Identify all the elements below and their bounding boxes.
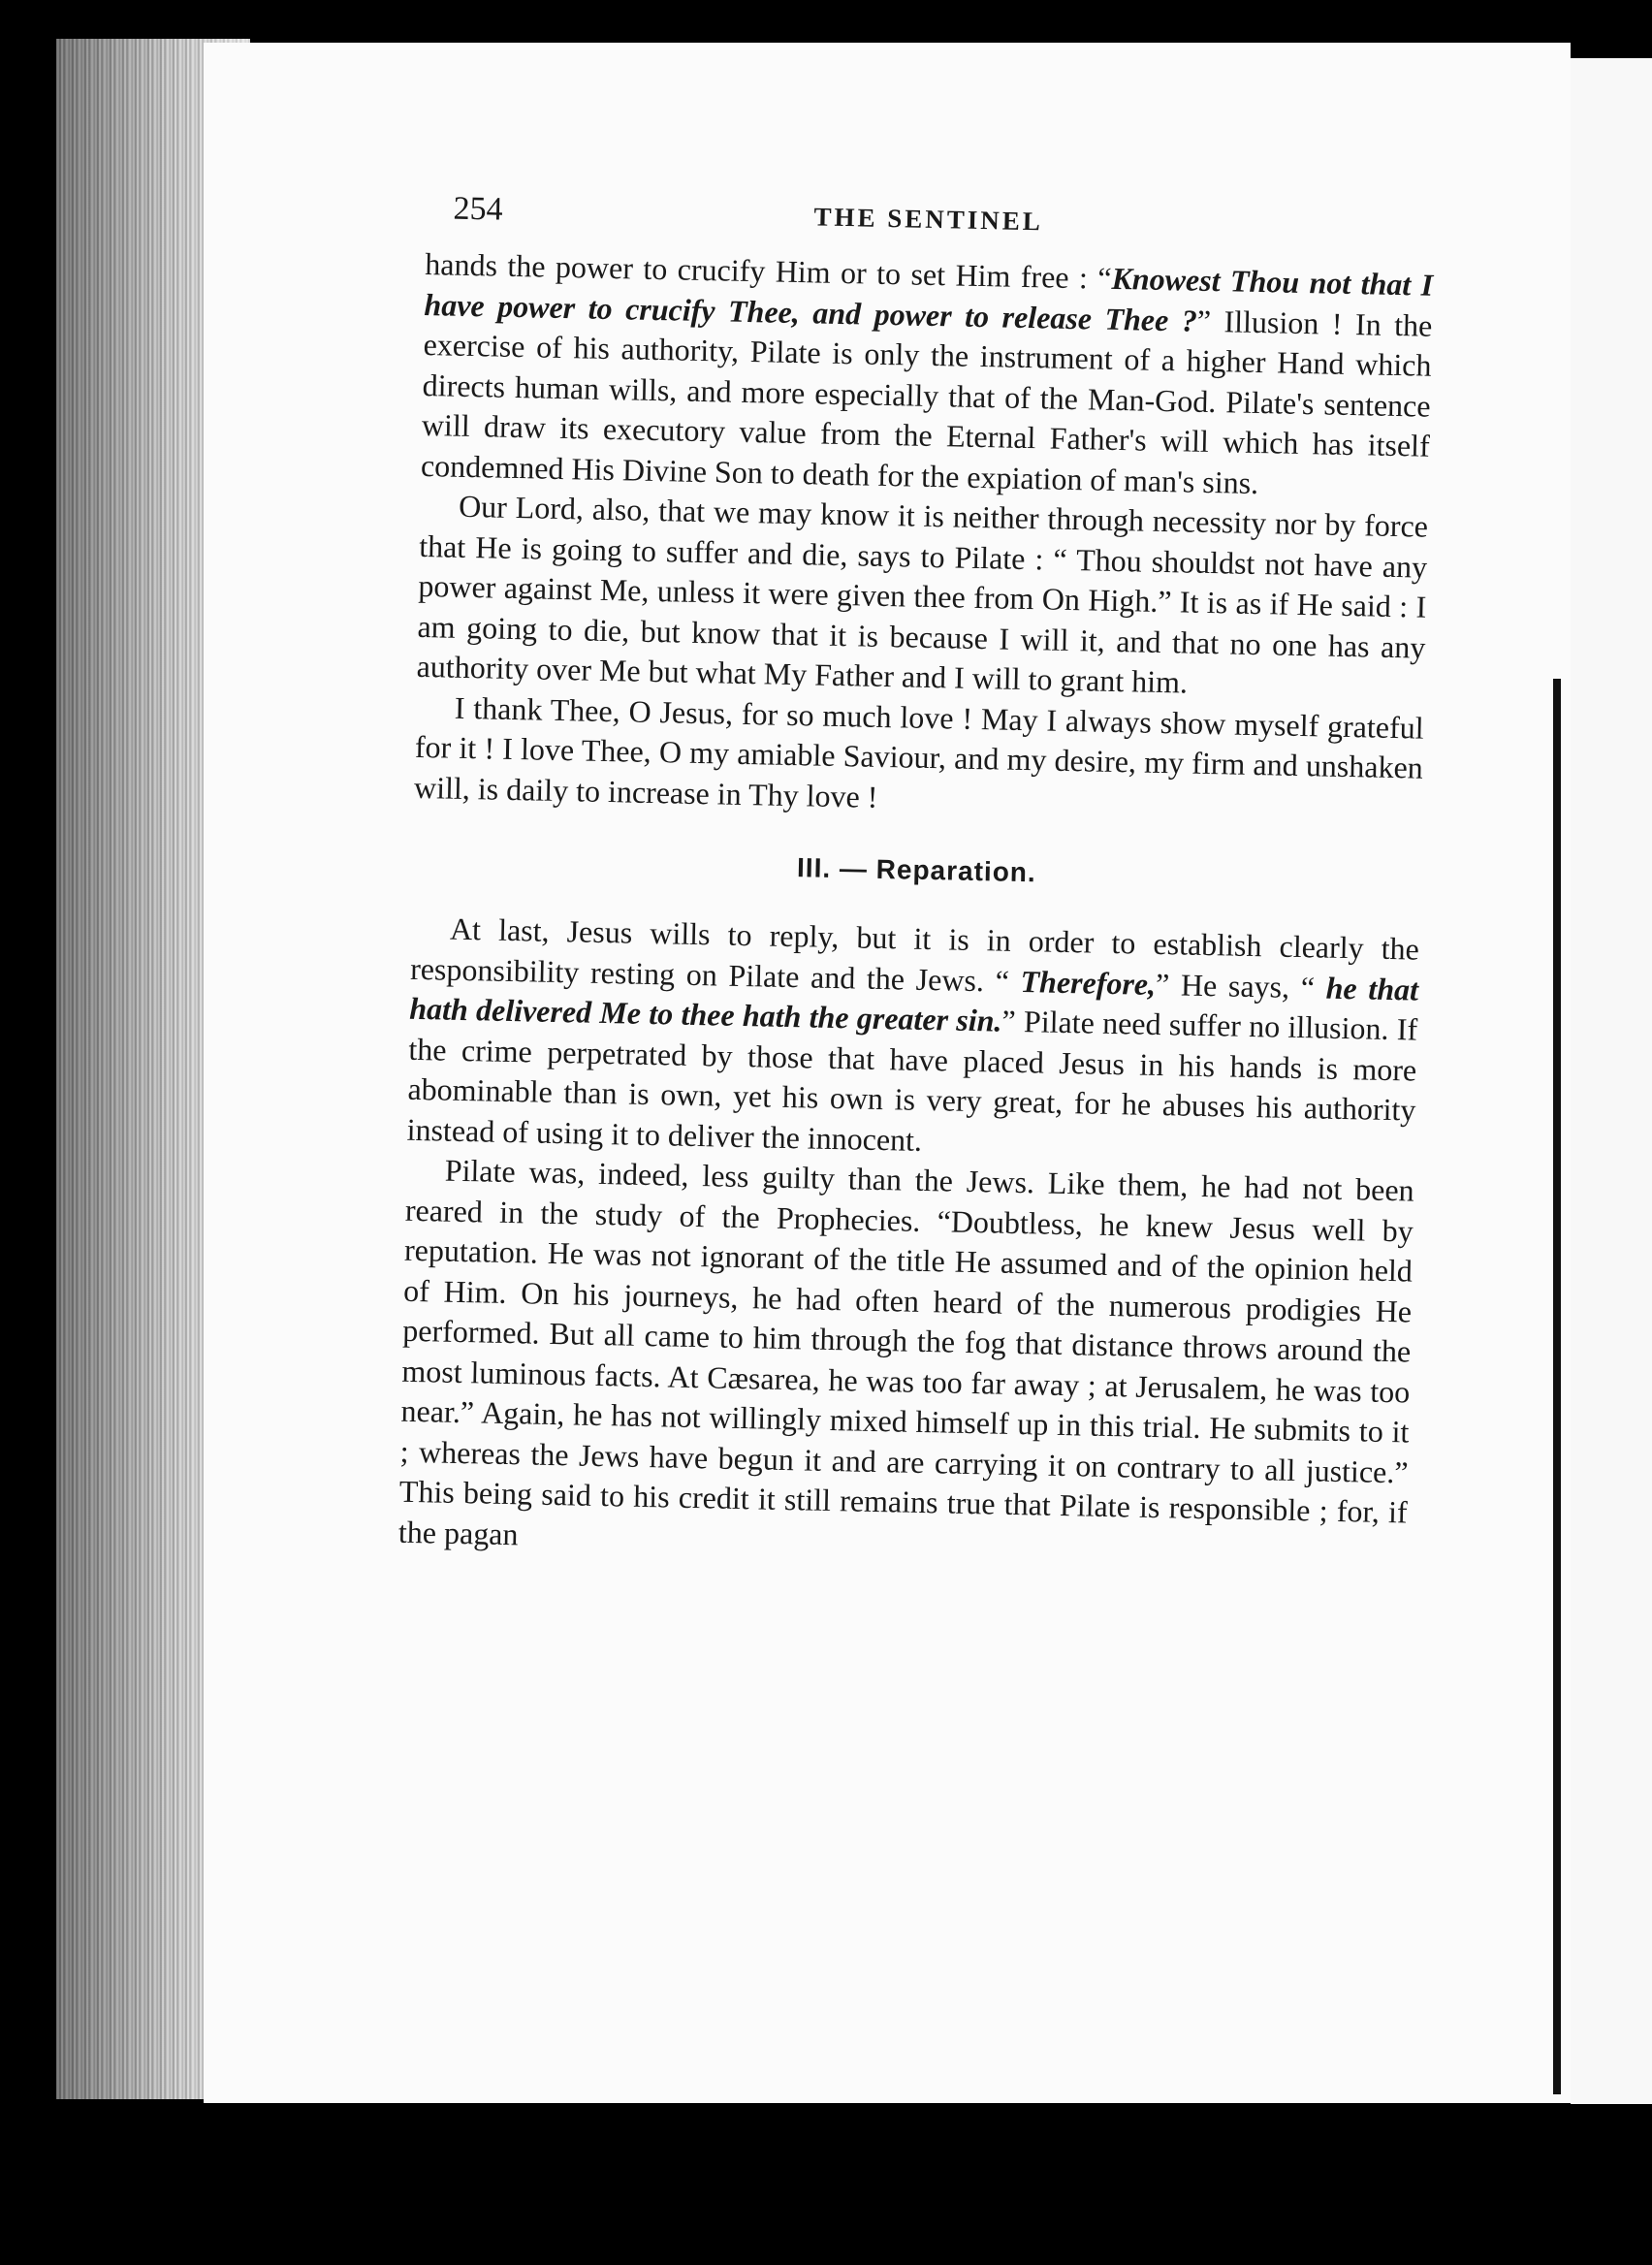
paragraph-3: I thank Thee, O Jesus, for so much love ! May I always show myself grateful for it ! I love Thee, O my amiable Saviour, and my desire, my firm and unshaken will, is daily to increase in Thy love ! <box>413 689 1424 814</box>
page-fold-shadow <box>1553 679 1561 2094</box>
paragraph-5: Pilate was, indeed, less guilty than the Jews. Like them, he had not been reared in the study of the Prophecies. “Doubtless, he knew Jesus well by reputation. He was not ignorant of the title He assumed and of the opinion held of Him. On his journeys, he had often heard of the numerous prodigies He performed. But all came to him through the fog that distance throws around the most luminous facts. At Cæsarea, he was too far away ; at Jerusalem, he was too near.” Again, he has not willingly mixed himself up in this trial. He submits to it ; whereas the Jews have begun it and are carrying it on contrary to all justice.” This being said to his credit it still remains true that Pilate is responsible ; for, if the pagan <box>397 1152 1414 1551</box>
page-number: 254 <box>453 190 503 228</box>
p1-text-c: ” Illusion ! In the exercise of his authority, Pilate is only the instrument of a higher Hand which directs human wills, and more especially that of the Man-God. Pilate's sentence will draw its executory value from the Eternal Father's will which has itself condemned His Divine Son to death for the expiation of man's sins. <box>420 303 1433 500</box>
p4-italic-therefore: Therefore, <box>1020 963 1157 1002</box>
p4-text-e: ” Pilate need suffer no illusion. If the crime perpetrated by those that have placed Jesus in his hands is more abominable than is own, yet his own is very great, for he abuses his authority instead of using it to deliver the innocent. <box>406 1003 1418 1158</box>
section-heading: III. — Reparation. <box>796 852 1037 888</box>
paragraph-1 <box>421 244 1434 507</box>
running-title: THE SENTINEL <box>813 202 1044 237</box>
page-text-block <box>398 190 1435 1573</box>
paragraph-4 <box>406 909 1419 1171</box>
p1-text-a: hands the power to crucify Him or to set Him free : “ <box>425 245 1112 296</box>
p4-text-a: At last, Jesus wills to reply, but it is in order to establish clearly the responsibility resting on Pilate and the Jews. “ <box>409 910 1420 999</box>
right-page-sliver <box>1571 58 1652 2104</box>
p4-italic-quote: he that hath delivered Me to thee hath the greater sin. <box>408 970 1419 1038</box>
paragraph-2: Our Lord, also, that we may know it is neither through necessity nor by force that He is going to suffer and die, says to Pilate : “ Thou shouldst not have any power against Me, unless it were given thee from On High.” It is as if He said : I am going to die, but know that it is because I will it, and that no one has any authority over Me but what My Father and I will to grant him. <box>416 488 1429 700</box>
p1-quote-italic: Knowest Thou not that I have power to crucify Thee, and power to release Thee ? <box>424 260 1434 338</box>
p4-text-c: ” He says, “ <box>1155 966 1327 1005</box>
